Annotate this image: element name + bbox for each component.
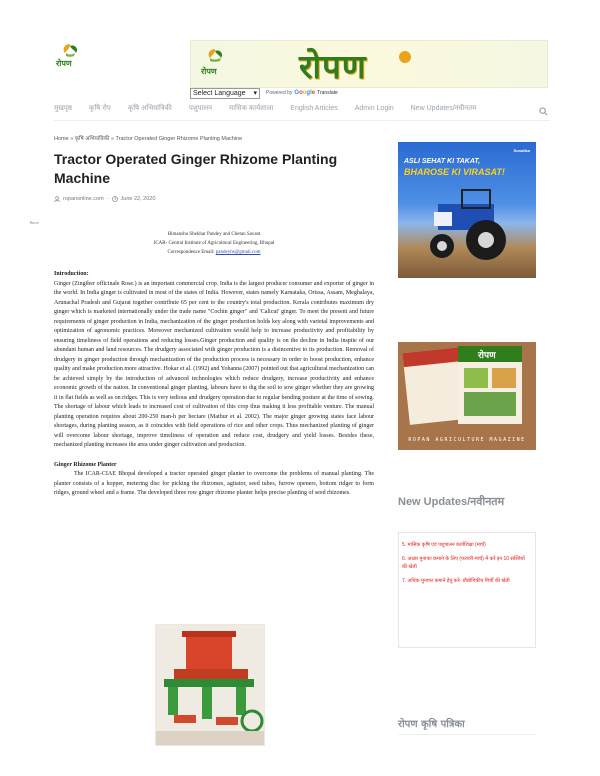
nav-item-new-updates[interactable]: New Updates/नवीनतम bbox=[410, 104, 477, 112]
google-translate-widget bbox=[190, 87, 338, 99]
powered-by bbox=[266, 90, 338, 96]
nav-item-monthly-workshop[interactable]: मासिक कार्यशाला bbox=[229, 104, 274, 112]
correspondence-label: Correspondence Email: bbox=[167, 250, 215, 255]
nav-item-animal-husbandry[interactable]: पशुपालन bbox=[188, 104, 213, 112]
sidebar-ad-tractor[interactable] bbox=[398, 142, 536, 278]
correspondence-email[interactable]: pandeyhs@gmail.com bbox=[215, 250, 261, 255]
user-icon bbox=[54, 196, 60, 202]
breadcrumb-category[interactable]: कृषि अभियांत्रिकी bbox=[74, 136, 110, 142]
banner-title: रोपण bbox=[299, 47, 367, 86]
ad-brand: Sonalika bbox=[513, 148, 530, 153]
authors-correspondence bbox=[54, 248, 374, 257]
breadcrumb-separator: » bbox=[109, 136, 116, 142]
banner-ornament bbox=[399, 51, 411, 63]
meta-separator: · bbox=[106, 196, 109, 202]
magazine-masthead: रोपण bbox=[478, 351, 496, 361]
new-updates-heading: New Updates/नवीनतम bbox=[398, 496, 505, 508]
nav-item-krishi-rop[interactable]: कृषि रोप bbox=[89, 104, 111, 112]
magazine-covers-illustration bbox=[398, 342, 536, 450]
translate-link[interactable]: Translate bbox=[317, 90, 338, 96]
clock-icon bbox=[112, 196, 118, 202]
planter-paragraph: The ICAR-CIAE Bhopal developed a tractor operated ginger planter to overcome the problems of manual planting. The planter consists of a hopper, metering disc for picking the rhizomes, agitator, seed tubes, furrow openers, bottom ridger to form ridges, ground wheel and a frame. The developed three row ginger rhizome planter helps precise planting of seed rhizomes. bbox=[54, 471, 374, 496]
site-logo[interactable] bbox=[54, 42, 86, 72]
search-icon[interactable] bbox=[539, 103, 548, 112]
ad-headline-1: ASLI SEHAT KI TAKAT, bbox=[404, 158, 481, 165]
powered-by-label: Powered by bbox=[266, 90, 293, 96]
breadcrumb-home[interactable]: Home bbox=[54, 136, 69, 142]
authors-line: Himanshu Shekhar Pandey and Chetan Savant bbox=[167, 232, 261, 237]
svg-text:रोपण: रोपण bbox=[201, 67, 217, 76]
google-logo-icon[interactable]: Google bbox=[294, 90, 316, 96]
article-title: Tractor Operated Ginger Rhizome Planting Machine bbox=[54, 151, 338, 186]
nav-item-agri-engineering[interactable]: कृषि अभियांत्रिकी bbox=[127, 104, 172, 112]
magazine-section-heading: रोपण कृषि पत्रिका bbox=[398, 719, 465, 730]
language-select-label: Select Language bbox=[193, 89, 246, 97]
update-link[interactable]: 7. अधिक मुनाफा कमाने हेतु करें- प्रौद्योगिकीय मिर्ची की खेती bbox=[402, 578, 510, 584]
new-updates-list bbox=[399, 533, 535, 585]
authors-institute: ICAR- Central Institute of Agricultural Engineering, Bhopal bbox=[153, 241, 275, 246]
section-divider bbox=[398, 734, 536, 735]
nav-item-home[interactable]: मुखपृष्ठ bbox=[54, 104, 73, 112]
ginger-planter-image bbox=[155, 624, 265, 746]
article-date: June 22, 2020 bbox=[120, 196, 156, 202]
nav-divider bbox=[54, 120, 550, 121]
nav-item-admin-login[interactable]: Admin Login bbox=[354, 104, 394, 112]
header-banner[interactable] bbox=[190, 40, 548, 88]
breadcrumb-current: Tractor Operated Ginger Rhizome Planting Machine bbox=[115, 136, 243, 142]
tractor-illustration bbox=[398, 142, 536, 278]
article-authors bbox=[54, 230, 374, 257]
planter-heading: Ginger Rhizome Planter bbox=[54, 461, 117, 468]
intro-paragraph: Ginger (Zingiber officinale Rose.) is an important commercial crop. India is the largest producer consumer and exporter of ginger in the world. In India ginger is cultivated in most of the states of India. However, states namely Karnataka, Orissa, Assam, Meghalaya, Arunachal Pradesh and Gujarat together contribute 65 per cent to the country's total production. Kerala contributes maximum dry ginger which is marketed internationally under the trade name "Cochin ginger" and 'Calicut' ginger. To meet the present and future requirements of ginger production in India, mechanization of the ginger production holds key along with varietal improvements and optimization of agronomic practices. Moreover mechanized cultivation would help to increase productivity and profitability by ensuring timeliness of field operations and reducing losses.Ginger production and quality is on the decline in India inspite of our abundant human and land resources. The drudgery associated with ginger production is a disincentive to its production. Removal of drudgery in ginger production through mechanization of the production process is necessary in order to boost production, enhance quality and make production more attractive. Hokar et al. (1992) and Yohanna (2007) pointed out that agricultural mechanization can be achieved simply by the introduction of advanced technologies which reduce drudgery, increase productivity and enhance economic growth of the nation. In conventional ginger planting, labours have to dig the soil to sow ginger whether they are growing it in flat fields as well as on ridges. This is very tedious and drudgery operation due to regular bending posture at the time of sowing. The shortage of labour which leads to increased cost of cultivation of this crop thus making it less profitable venture. The manual planting operation requires about 200-250 man-h per hectare (Mathur et al. 2002). The major ginger growing states face labour shortages, during planting season, as it coincides with field operations of rice and other crops. Thus mechanized planting of ginger will overcome labour shortage, improve timeliness of operation and reduce cost, drudgery and yield losses. Besides these, mechanized planting increases the area under ginger cultivation and production. bbox=[54, 280, 374, 448]
nav-item-english-articles[interactable]: English Articles bbox=[290, 104, 338, 112]
new-updates-box bbox=[398, 532, 536, 648]
article-author[interactable]: ropanonline.com bbox=[63, 196, 104, 202]
intro-heading: Introduction: bbox=[54, 271, 89, 277]
main-nav bbox=[54, 101, 554, 115]
breadcrumb bbox=[54, 134, 242, 142]
breadcrumb-separator: » bbox=[68, 136, 75, 142]
ad-headline-2: BHAROSE KI VIRASAT! bbox=[404, 167, 505, 177]
update-link[interactable]: 6. अच्छा मुनाफा कमाने के लिए (फरवरी-मार्च) में करें इन 10 सब्जियों की खेती bbox=[402, 556, 525, 570]
chevron-down-icon: ▾ bbox=[253, 90, 257, 97]
magazine-caption: ROPAN AGRICULTURE MAGAZINE bbox=[408, 437, 526, 443]
site-logo-text: रोपण bbox=[56, 59, 72, 68]
banner-logo-icon bbox=[197, 47, 233, 81]
document-header-text: Ro ro bbox=[30, 221, 39, 225]
article-body bbox=[54, 270, 374, 499]
language-select[interactable] bbox=[190, 88, 260, 99]
update-link[interactable]: 5. मासिक कृषि एवं पशुपालन कार्यशिक्षा (मार्च) bbox=[402, 542, 486, 548]
sidebar-ad-magazine[interactable] bbox=[398, 342, 536, 450]
article-meta bbox=[54, 196, 155, 202]
